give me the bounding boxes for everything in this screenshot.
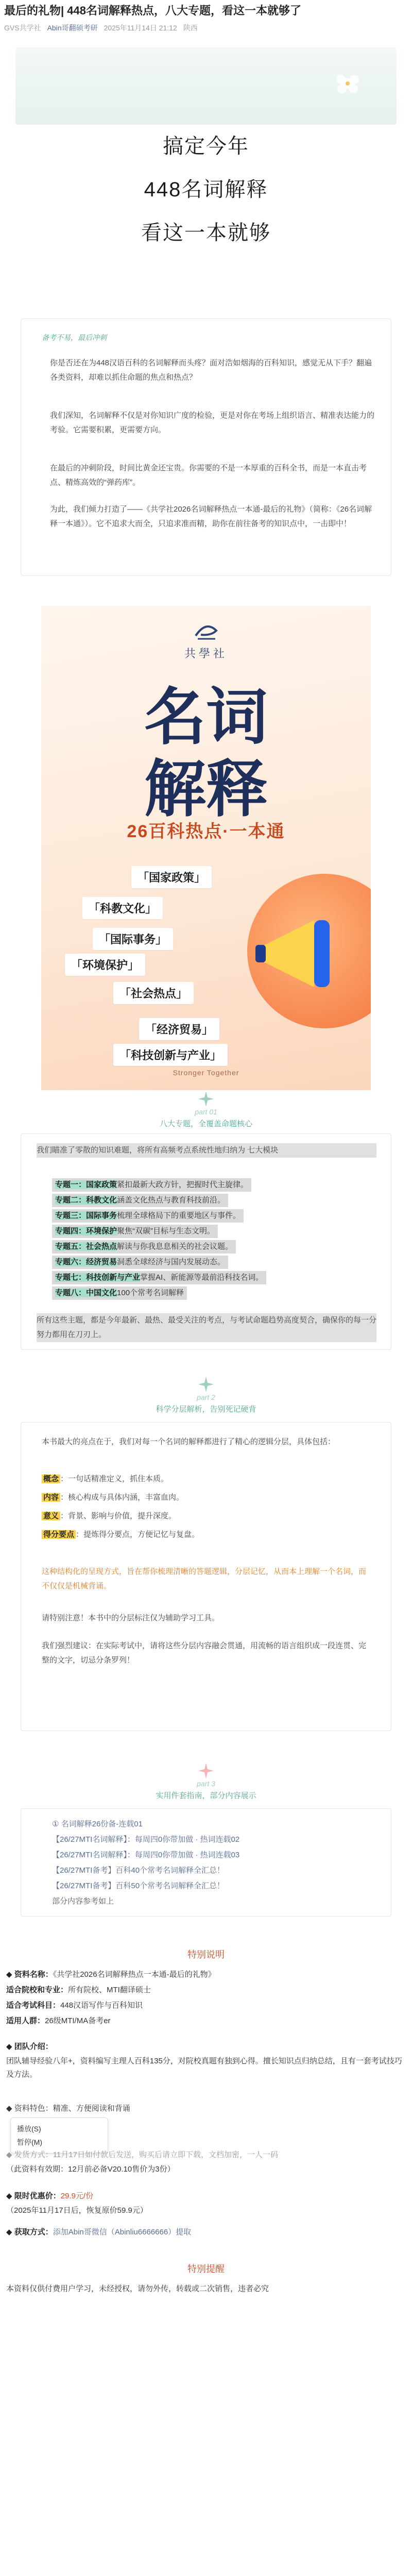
topic-row	[52, 1209, 244, 1223]
reminder-title: 特别提醒	[187, 2264, 225, 2274]
flower-icon	[330, 68, 366, 99]
publish-date: 2025年11月14日 21:12	[104, 24, 177, 32]
topic-desc: 解读与你我息息相关的社会议题。	[117, 1242, 233, 1251]
topic-desc: 梳理全球格局下的重要地区与事件。	[117, 1211, 241, 1220]
part2-number: part 2	[197, 1393, 215, 1401]
product-poster	[41, 606, 371, 1090]
part2-note: 这种结构化的呈现方式，旨在帮你梳理清晰的答题逻辑，分层记忆，从而本上理解一个名词，而不仅仅是机械背诵。	[42, 1567, 367, 1590]
topic-label: 专题七：科技创新与产业	[55, 1273, 141, 1282]
author-link[interactable]: Abin哥翻硕考研	[47, 24, 98, 32]
sparkle-icon	[197, 1376, 215, 1393]
intro-paragraph-3: 在最后的冲刺阶段，时间比黄金还宝贵。你需要的不是一本厚重的百科全书，而是一本直击考点、精炼高效的“弹药库”。	[50, 464, 367, 487]
part1-card	[21, 1133, 391, 1350]
layer-label: 内容	[42, 1493, 60, 1502]
poster-tag-1: 「国家政策」	[131, 866, 212, 888]
topic-desc: 涵盖文化热点与教育科技前沿。	[117, 1196, 226, 1205]
poster-title-1: 名词	[144, 681, 268, 753]
topic-label: 专题六：经济贸易	[55, 1258, 117, 1266]
reminder-text: 本资料仅供付费用户学习，未经授权，请勿外传，转载或二次销售，违者必究	[6, 2284, 269, 2293]
contact-line	[6, 2226, 406, 2239]
topic-label: 专题三：国际事务	[55, 1211, 117, 1220]
layer-item	[42, 1490, 371, 1505]
poster-tag-3: 「国际事务」	[93, 928, 173, 950]
poster-tag-7: 「科技创新与产业」	[113, 1044, 228, 1066]
layer-item	[42, 1528, 371, 1542]
delivery-note: （此资料有效期：12月前必备V20.10售价为3份）	[6, 2165, 175, 2174]
info-value: 26级MTI/MA备考er	[45, 2016, 111, 2025]
part1-tail: 所有这些主题，都是今年最新、最热、最受关注的考点，与考试命题趋势高度契合，确保你的每一分努力都用在刀刃上。	[37, 1313, 376, 1342]
topic-row	[52, 1194, 228, 1207]
hero-line-2: 448名词解释	[144, 178, 268, 201]
info-key: 适用人群：	[6, 2016, 45, 2025]
poster-tag-6: 「经济贸易」	[139, 1018, 219, 1040]
part1-number: part 01	[195, 1108, 217, 1116]
feature-line: ◆ 资料特色：精准、方便阅读和背诵	[6, 2104, 130, 2113]
topic-row	[52, 1225, 218, 1238]
article-meta	[4, 23, 198, 33]
intro-paragraph-1: 你是否还在为448汉语百科的名词解释而头疼？面对浩如烟海的百科知识，感觉无从下手？翻遍各类资料，却难以抓住命题的焦点和热点？	[50, 359, 372, 382]
poster-footer: Stronger Together	[173, 1069, 239, 1077]
intro-paragraph-4: 为此，我们倾力打造了——《共学社2026名词解释热点一本通-最后的礼物》（简称：《26名词解释一本通》）。它不追求大而全，只追求准而精，助你在前往备考的知识点中，一击即中！	[50, 505, 372, 528]
info-key: 适合院校和专业：	[6, 1986, 68, 1994]
info-key: 适合考试科目：	[6, 2001, 61, 2010]
part2-warning: 请特别注意！本书中的分层标注仅为辅助学习工具。	[42, 1614, 220, 1622]
info-key: ◆ 团队介绍：	[6, 2042, 53, 2051]
topic-desc: 掌握AI、新能源等最前沿科技名词。	[140, 1273, 264, 1282]
article-title: 最后的礼物| 448名词解释热点，八大专题，看这一本就够了	[4, 4, 301, 17]
poster-tag-5: 「社会热点」	[113, 982, 194, 1004]
info-line	[6, 2014, 406, 2028]
info-key: ◆ 资料名称：	[6, 1970, 53, 1979]
topic-label: 专题二：科教文化	[55, 1196, 117, 1205]
series-link[interactable]: 【26/27MTI名词解释】：每周四0你带加做 · 热词连载03	[52, 1851, 240, 1859]
menu-item-pause[interactable]: 暂停(M)	[17, 2138, 42, 2146]
topic-row	[52, 1256, 228, 1269]
info-value: 所有院校、MTI翻译硕士	[68, 1986, 151, 1994]
topic-desc: 100个常考名词解释	[117, 1289, 184, 1297]
gvs-logo-icon	[191, 620, 221, 641]
poster-tag-2: 「科教文化」	[82, 897, 163, 919]
publish-location: 陕西	[183, 24, 198, 32]
hero-banner	[15, 47, 397, 125]
topic-desc: 聚焦“双碳”目标与生态文明。	[117, 1227, 215, 1235]
intro-kicker: 备考不易，最后冲刺	[42, 333, 107, 342]
info-line	[6, 1968, 406, 1981]
part3-number: part 3	[197, 1780, 215, 1788]
intro-card	[21, 318, 391, 576]
topic-desc: 洞悉全球经济与国内发展动态。	[117, 1258, 226, 1266]
part3-card	[21, 1808, 391, 1917]
info-line	[6, 1999, 406, 2012]
sparkle-icon	[197, 1090, 215, 1108]
part3-heading	[0, 1780, 412, 1801]
hero-line-1: 搞定今年	[163, 135, 249, 158]
series-note: 部分内容参考如上	[52, 1897, 114, 1906]
layer-item	[42, 1509, 371, 1523]
price-value: 29.9元/份	[60, 2192, 94, 2200]
layer-desc: ：核心构成与具体内涵，丰富血肉。	[60, 1493, 184, 1502]
info-value: 448汉语写作与百科知识	[60, 2001, 143, 2010]
layer-label: 概念	[42, 1475, 60, 1483]
poster-subtitle: 26百科热点·一本通	[127, 822, 285, 841]
poster-tag-4: 「环境保护」	[65, 954, 145, 976]
contact-value[interactable]: 添加Abin哥微信（Abinliu6666666）提取	[53, 2228, 192, 2236]
account-name[interactable]: GVS共学社	[4, 24, 41, 32]
topic-desc: 紧扣最新大政方针，把握时代主旋律。	[117, 1180, 249, 1189]
part2-advice: 我们强烈建议：在实际考试中，请将这些分层内容融会贯通，用流畅的语言组织成一段连贯、完整的文字，切忌分条罗列！	[42, 1641, 367, 1665]
info-key: ◆ 获取方式：	[6, 2228, 53, 2236]
info-line	[6, 1984, 406, 1997]
topic-row	[52, 1271, 266, 1284]
topic-row	[52, 1286, 187, 1300]
part2-title: 科学分层解析，告别死记硬背	[156, 1405, 256, 1414]
poster-logo-text: 共學社	[184, 647, 228, 660]
part2-card	[21, 1422, 391, 1731]
topic-row	[52, 1178, 251, 1192]
hero-line-3: 看这一本就够	[141, 222, 271, 244]
topic-label: 专题一：国家政策	[55, 1180, 117, 1189]
series-link[interactable]: ① 名词解释26份备-连载01	[52, 1820, 143, 1828]
price-line	[6, 2190, 406, 2203]
sparkle-icon	[197, 1762, 215, 1780]
special-notes-title: 特别说明	[187, 1950, 225, 1960]
part1-heading	[0, 1108, 412, 1129]
layer-label: 得分要点	[42, 1530, 76, 1539]
intro-paragraph-2: 我们深知，名词解释不仅是对你知识广度的检验，更是对你在考场上组织语言、精准表达能力的考验。它需要积累，更需要方向。	[50, 411, 375, 434]
part2-lead: 本书最大的亮点在于，我们对每一个名词的解释都进行了精心的逻辑分层，具体包括：	[42, 1437, 336, 1446]
series-link[interactable]: 【26/27MTI名词解释】：每周四0你带加做 · 热词连载02	[52, 1835, 240, 1844]
part1-title: 八大专题，全覆盖命题核心	[159, 1120, 252, 1128]
part3-title: 实用件套指南，部分内容展示	[156, 1791, 256, 1800]
original-price-note: （2025年11月17日后，恢复原价59.9元）	[6, 2206, 148, 2215]
layer-item	[42, 1472, 371, 1486]
menu-item-play[interactable]: 播放(S)	[17, 2125, 41, 2133]
topic-row	[52, 1240, 236, 1253]
team-desc: 团队辅导经验八年+，资料编写主理人百科135分，对院校真题有独到心得。擅长知识点归纳总结，且有一套考试技巧及方法。	[6, 2057, 402, 2079]
part1-lead: 我们瞄准了零散的知识难题，将所有高频考点系统性地归纳为 七大模块	[37, 1143, 376, 1158]
layer-desc: ：背景、影响与价值，提升深度。	[60, 1512, 177, 1520]
part2-heading	[0, 1393, 412, 1414]
team-intro	[6, 2040, 406, 2054]
info-key: ◆ 限时优惠价：	[6, 2192, 61, 2200]
series-link[interactable]: 【26/27MTI备考】百科50个常考名词解释全汇总！	[52, 1882, 225, 1890]
info-value: 《共学社2026名词解释热点一本通-最后的礼物》	[53, 1970, 216, 1979]
layer-desc: ：一句话精准定义，抓住本质。	[60, 1475, 169, 1483]
delivery-line: ◆ 发货方式：11月17日如付款后发送，购买后请立即下载，文档加密，一人一码	[6, 2150, 278, 2159]
series-link[interactable]: 【26/27MTI备考】百科40个常考名词解释全汇总！	[52, 1866, 225, 1875]
poster-title-2: 解释	[144, 753, 268, 825]
layer-label: 意义	[42, 1512, 60, 1520]
megaphone-icon	[252, 915, 350, 992]
topic-label: 专题八：中国文化	[55, 1289, 117, 1297]
layer-desc: ：提炼得分要点，方便记忆与复盘。	[76, 1530, 200, 1539]
topic-label: 专题五：社会热点	[55, 1242, 117, 1251]
topic-label: 专题四：环境保护	[55, 1227, 117, 1235]
